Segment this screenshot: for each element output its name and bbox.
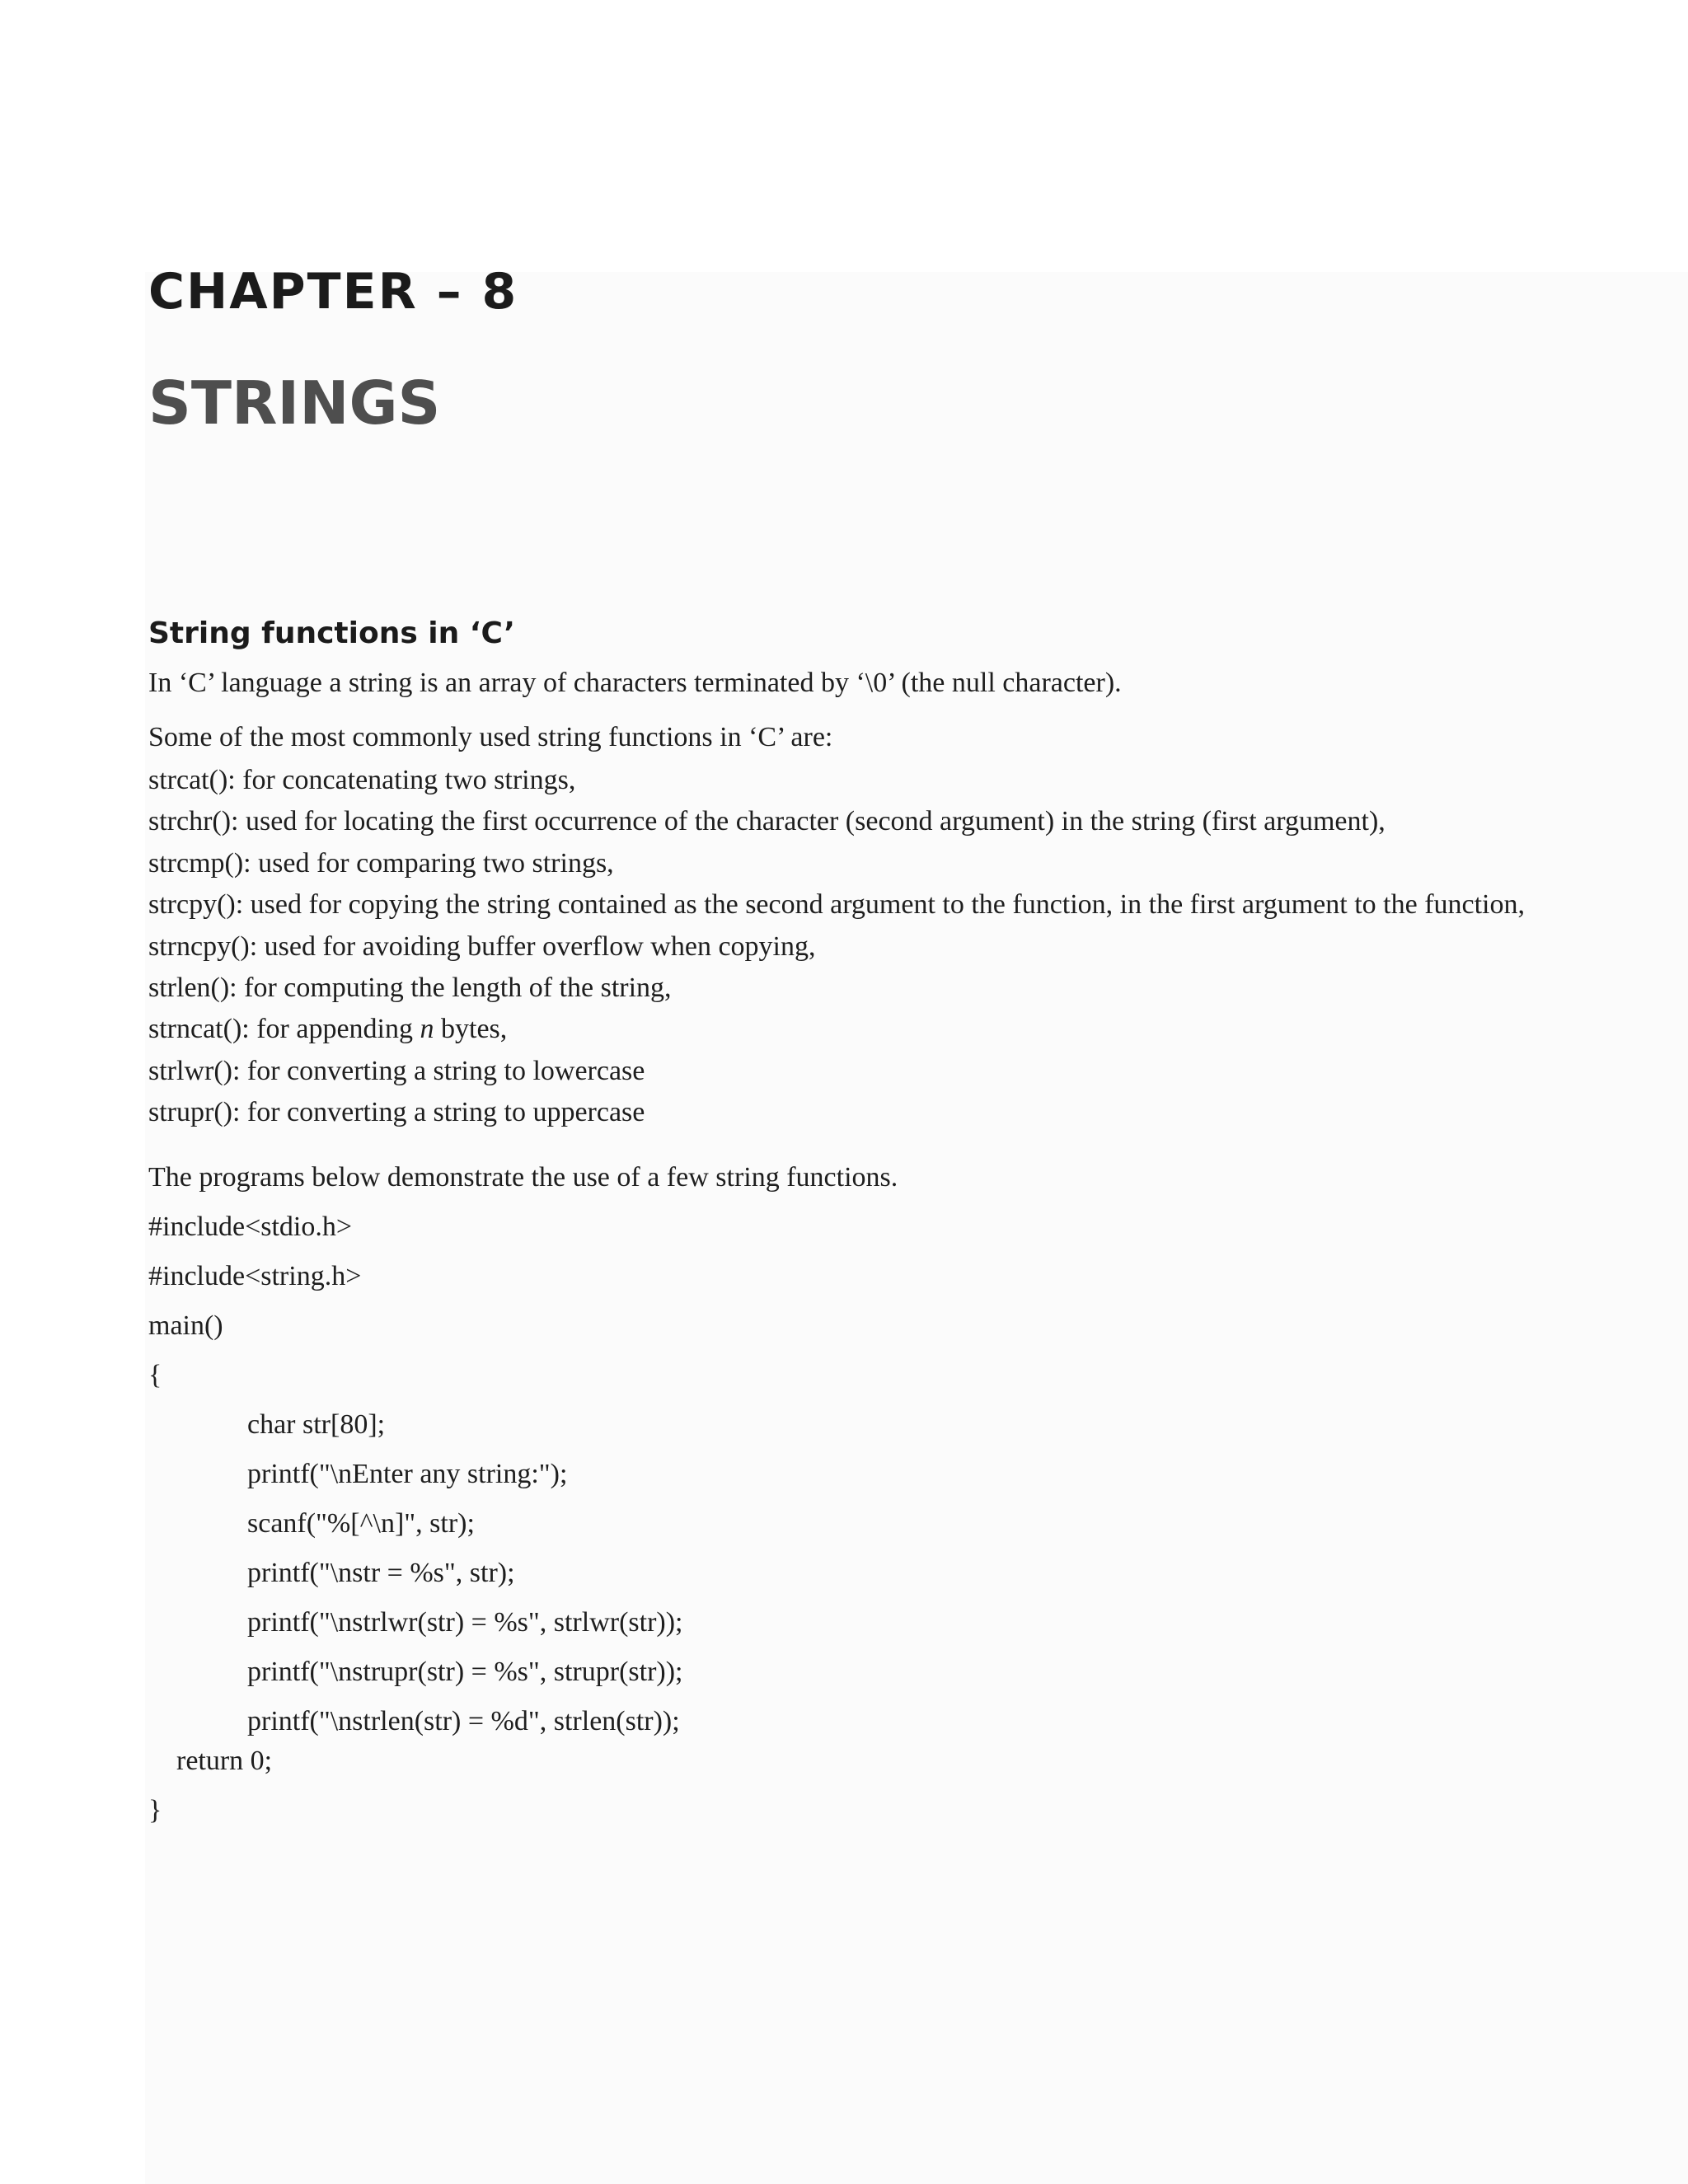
code-line-return: return 0; — [176, 1746, 273, 1776]
function-item-strncat-after: bytes, — [434, 1014, 508, 1045]
function-item-strncpy: strncpy(): used for avoiding buffer overflow when copying, — [148, 930, 816, 962]
code-line-printf-strlen: printf("\nstrlen(str) = %d", strlen(str)); — [247, 1706, 680, 1736]
function-item-strncat-italic: n — [420, 1014, 434, 1045]
chapter-title: STRINGS — [148, 368, 441, 438]
code-line-close-brace: } — [148, 1795, 162, 1825]
code-line-printf-strupr: printf("\nstrupr(str) = %s", strupr(str)); — [247, 1657, 683, 1687]
code-line-open-brace: { — [148, 1360, 162, 1390]
code-line-main: main() — [148, 1310, 223, 1341]
function-item-strchr: strchr(): used for locating the first occurrence of the character (second argument) in the string (first argument), — [148, 806, 1386, 837]
function-item-strncat — [148, 1009, 1525, 1050]
functions-list-intro: Some of the most commonly used string functions in ‘C’ are: — [148, 722, 833, 752]
code-line-printf-strlwr: printf("\nstrlwr(str) = %s", strlwr(str)); — [247, 1607, 683, 1638]
code-line-include-string: #include<string.h> — [148, 1261, 362, 1291]
code-line-printf-prompt: printf("\nEnter any string:"); — [247, 1459, 568, 1489]
function-item-strcmp: strcmp(): used for comparing two strings, — [148, 847, 614, 879]
code-line-include-stdio: #include<stdio.h> — [148, 1212, 353, 1242]
function-item-strlwr: strlwr(): for converting a string to lowercase — [148, 1055, 645, 1086]
demo-intro-paragraph: The programs below demonstrate the use of a few string functions. — [148, 1162, 898, 1193]
function-item-strupr: strupr(): for converting a string to uppercase — [148, 1097, 645, 1128]
code-line-declare-str: char str[80]; — [247, 1409, 386, 1440]
section-heading: String functions in ‘C’ — [148, 616, 515, 650]
function-item-strncat-before: strncat(): for appending — [148, 1014, 420, 1045]
function-item-strcat: strcat(): for concatenating two strings, — [148, 765, 576, 795]
intro-paragraph: In ‘C’ language a string is an array of characters terminated by ‘\0’ (the null character). — [148, 668, 1122, 698]
string-functions-list — [148, 760, 1525, 1134]
function-item-strcpy: strcpy(): used for copying the string contained as the second argument to the function, in the first argument to the function, — [148, 889, 1526, 921]
chapter-label: CHAPTER – 8 — [148, 263, 518, 321]
code-line-scanf: scanf("%[^\n]", str); — [247, 1508, 475, 1539]
function-item-strlen: strlen(): for computing the length of the string, — [148, 972, 672, 1003]
code-line-printf-str: printf("\nstr = %s", str); — [247, 1558, 515, 1588]
